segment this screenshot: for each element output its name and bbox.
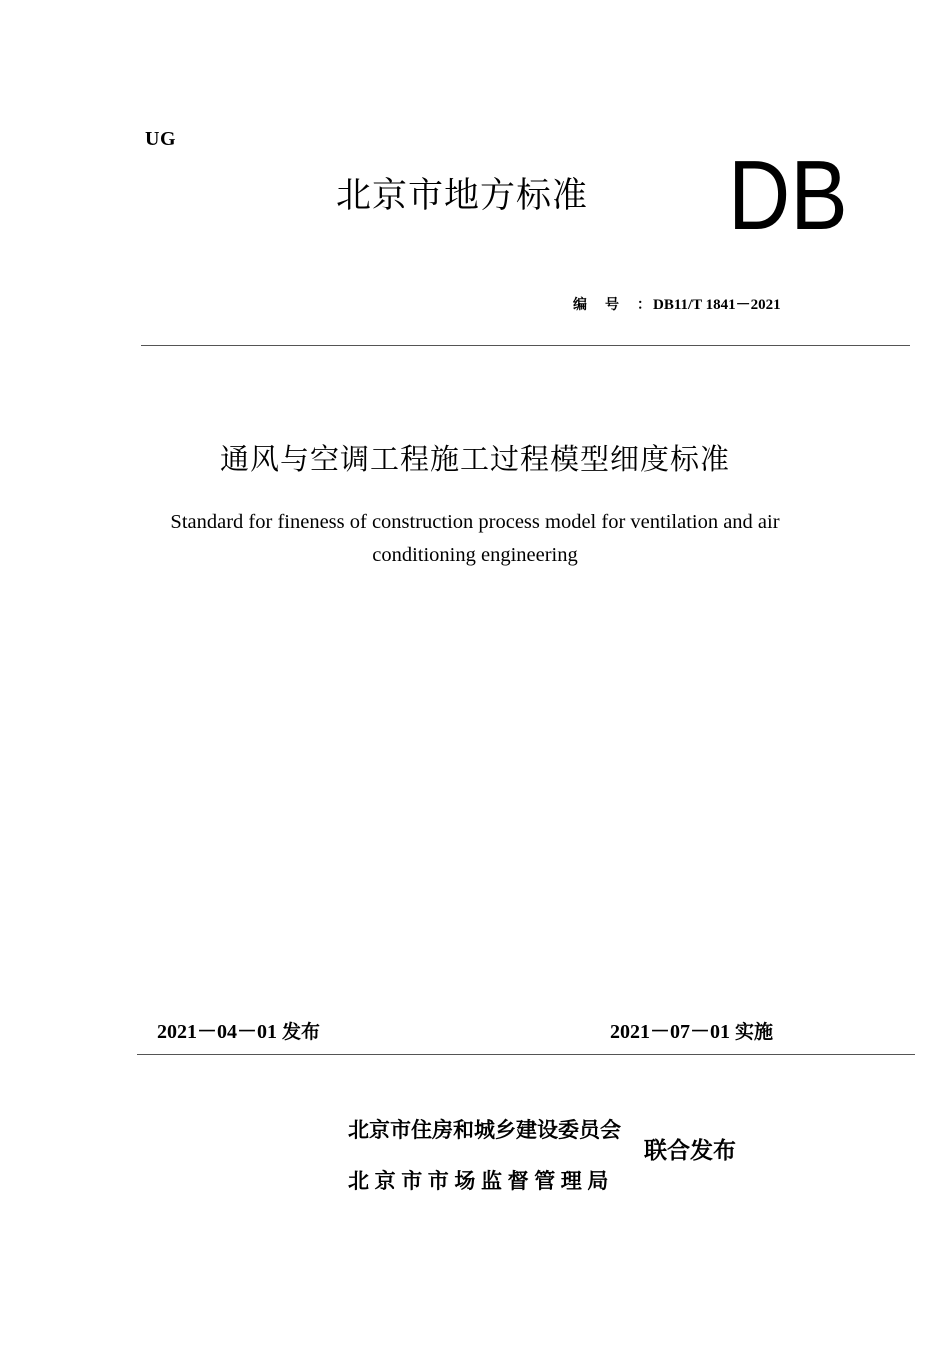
classification-code: UG [145, 128, 176, 150]
issue-date: 2021－04－01 [157, 1021, 277, 1043]
standard-number-value: DB11/T 1841－2021 [653, 297, 781, 313]
effective-date: 2021－07－01 [610, 1021, 730, 1043]
publisher-market-supervision: 北京市市场监督管理局 [348, 1169, 614, 1193]
title-english-text: Standard for fineness of construction process model for ventilation and air conditioning engineering [170, 511, 780, 566]
standard-number-colon: ： [637, 297, 651, 313]
top-divider [141, 345, 910, 346]
bottom-divider [137, 1054, 915, 1055]
publisher-housing-commission: 北京市住房和城乡建设委员会 [348, 1118, 621, 1142]
standard-number [573, 293, 781, 314]
issue-date-line [157, 1015, 320, 1044]
joint-release-label: 联合发布 [644, 1138, 736, 1164]
standard-mark: DB [728, 140, 848, 250]
issue-label: 发布 [282, 1021, 321, 1043]
effective-date-line [610, 1015, 773, 1044]
title-english [0, 506, 950, 572]
title-chinese: 通风与空调工程施工过程模型细度标准 [219, 442, 730, 476]
standard-number-label: 编号 [573, 297, 637, 313]
effective-label: 实施 [735, 1021, 774, 1043]
standard-type: 北京市地方标准 [336, 176, 589, 216]
